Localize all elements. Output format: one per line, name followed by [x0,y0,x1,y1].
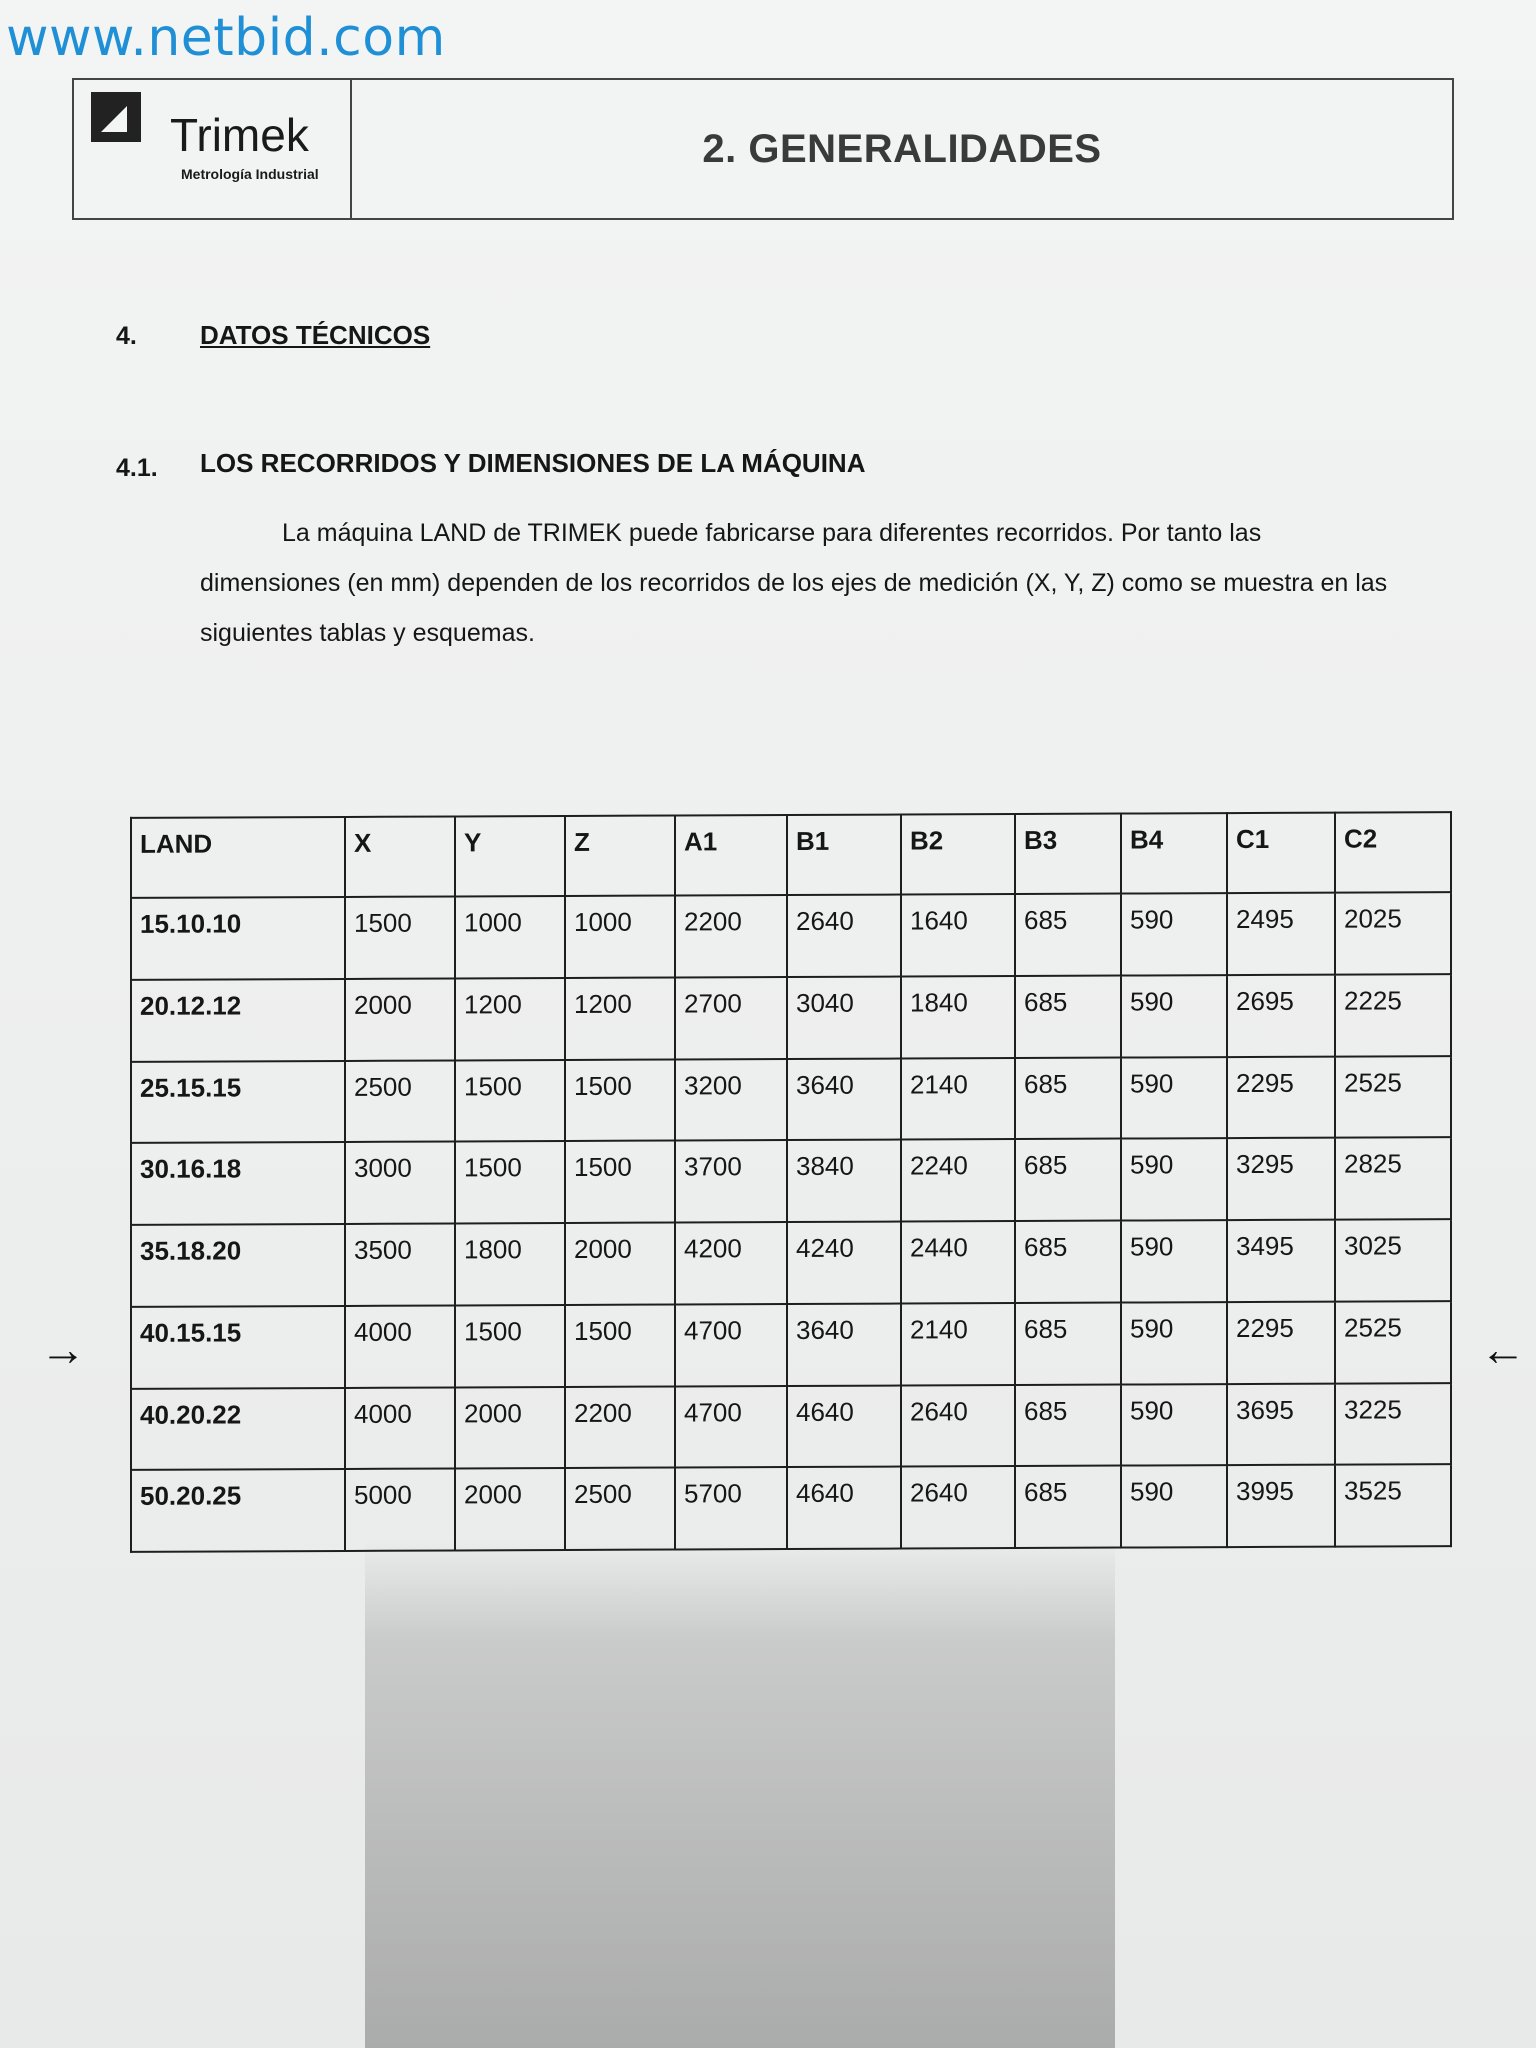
value-cell: 685 [1015,1302,1121,1384]
value-cell: 1500 [455,1059,565,1141]
value-cell: 3000 [345,1142,455,1224]
value-cell: 1000 [455,896,565,978]
value-cell: 1500 [565,1304,675,1386]
model-cell: 30.16.18 [131,1142,345,1225]
dimensions-table [130,811,1452,1553]
value-cell: 2000 [345,978,455,1060]
value-cell: 2295 [1227,1301,1335,1383]
column-header: A1 [675,815,787,895]
value-cell: 590 [1121,893,1227,975]
value-cell: 2640 [901,1466,1015,1548]
left-marker-arrow: → [40,1323,86,1375]
value-cell: 3500 [345,1223,455,1305]
column-header: Z [565,816,675,896]
value-cell: 2640 [901,1385,1015,1467]
value-cell: 2140 [901,1303,1015,1385]
model-cell: 25.15.15 [131,1060,345,1143]
column-header: X [345,816,455,896]
value-cell: 2700 [675,977,787,1059]
column-header: B4 [1121,813,1227,893]
value-cell: 1500 [565,1059,675,1141]
value-cell: 3700 [675,1140,787,1222]
value-cell: 3295 [1227,1138,1335,1220]
value-cell: 4000 [345,1305,455,1387]
value-cell: 2225 [1335,974,1451,1056]
column-header: LAND [131,817,345,898]
value-cell: 3040 [787,976,901,1058]
model-cell: 40.20.22 [131,1387,345,1470]
value-cell: 3695 [1227,1383,1335,1465]
value-cell: 1200 [565,977,675,1059]
value-cell: 4640 [787,1385,901,1467]
value-cell: 1500 [565,1141,675,1223]
table-row [131,1137,1451,1225]
value-cell: 4700 [675,1386,787,1468]
value-cell: 4240 [787,1222,901,1304]
table-row [131,974,1451,1062]
value-cell: 1500 [455,1305,565,1387]
value-cell: 4640 [787,1467,901,1549]
value-cell: 685 [1015,1466,1121,1548]
value-cell: 3640 [787,1058,901,1140]
value-cell: 2240 [901,1139,1015,1221]
table-header-row [131,812,1451,898]
column-header: C1 [1227,813,1335,893]
value-cell: 685 [1015,1384,1121,1466]
value-cell: 2000 [455,1468,565,1550]
value-cell: 1500 [455,1141,565,1223]
model-cell: 40.15.15 [131,1306,345,1389]
value-cell: 3200 [675,1059,787,1141]
watermark-url: www.netbid.com [6,8,446,68]
table-row [131,1301,1451,1389]
value-cell: 2525 [1335,1301,1451,1383]
model-cell: 35.18.20 [131,1224,345,1307]
intro-paragraph: La máquina LAND de TRIMEK puede fabricarse para diferentes recorridos. Por tanto las dimensiones (en mm) dependen de los recorridos de los ejes de medición (X, Y, Z) como se muestra en las siguientes tablas y esquemas. [200,519,1388,647]
value-cell: 2640 [787,895,901,977]
value-cell: 2525 [1335,1056,1451,1138]
trimek-logo-icon [91,92,141,142]
column-header: Y [455,816,565,896]
value-cell: 685 [1015,975,1121,1057]
value-cell: 590 [1121,1057,1227,1139]
value-cell: 2140 [901,1058,1015,1140]
value-cell: 1640 [901,894,1015,976]
value-cell: 3225 [1335,1383,1451,1465]
value-cell: 685 [1015,1221,1121,1303]
value-cell: 2025 [1335,892,1451,974]
value-cell: 4000 [345,1387,455,1469]
model-cell: 20.12.12 [131,979,345,1062]
value-cell: 5700 [675,1467,787,1549]
column-header: B1 [787,815,901,895]
value-cell: 590 [1121,1220,1227,1302]
value-cell: 590 [1121,975,1227,1057]
value-cell: 1200 [455,978,565,1060]
logo-subtitle: Metrología Industrial [181,166,319,182]
value-cell: 4700 [675,1304,787,1386]
value-cell: 2495 [1227,893,1335,975]
value-cell: 3025 [1335,1219,1451,1301]
value-cell: 590 [1121,1302,1227,1384]
column-header: B3 [1015,814,1121,894]
right-marker-arrow: ← [1480,1323,1526,1375]
value-cell: 4200 [675,1222,787,1304]
value-cell: 2500 [565,1468,675,1550]
value-cell: 685 [1015,1057,1121,1139]
value-cell: 2200 [565,1386,675,1468]
value-cell: 3525 [1335,1464,1451,1546]
table-row [131,892,1451,980]
value-cell: 1000 [565,896,675,978]
value-cell: 590 [1121,1384,1227,1466]
table-row [131,1383,1451,1471]
value-cell: 685 [1015,894,1121,976]
photo-shadow [365,1540,1115,2048]
subsection-number: 4.1. [116,454,158,482]
company-logo [74,80,352,218]
value-cell: 3640 [787,1303,901,1385]
subsection-title: LOS RECORRIDOS Y DIMENSIONES DE LA MÁQUINA [200,448,866,478]
table-row [131,1464,1451,1552]
value-cell: 2295 [1227,1056,1335,1138]
table-row [131,1056,1451,1144]
value-cell: 2200 [675,895,787,977]
document-header [72,78,1454,220]
table-row [131,1219,1451,1307]
value-cell: 5000 [345,1469,455,1551]
value-cell: 1500 [345,896,455,978]
value-cell: 685 [1015,1139,1121,1221]
value-cell: 2500 [345,1060,455,1142]
value-cell: 2825 [1335,1137,1451,1219]
value-cell: 590 [1121,1138,1227,1220]
model-cell: 50.20.25 [131,1469,345,1552]
column-header: C2 [1335,812,1451,893]
value-cell: 3495 [1227,1220,1335,1302]
value-cell: 1800 [455,1223,565,1305]
section-number: 4. [116,322,137,350]
section-title: DATOS TÉCNICOS [200,320,431,350]
value-cell: 2695 [1227,974,1335,1056]
value-cell: 2000 [455,1386,565,1468]
value-cell: 3840 [787,1140,901,1222]
value-cell: 2000 [565,1223,675,1305]
column-header: B2 [901,814,1015,894]
model-cell: 15.10.10 [131,897,345,980]
value-cell: 1840 [901,976,1015,1058]
value-cell: 590 [1121,1465,1227,1547]
header-title: 2. GENERALIDADES [702,126,1102,171]
logo-name: Trimek [170,109,309,161]
value-cell: 3995 [1227,1465,1335,1547]
value-cell: 2440 [901,1221,1015,1303]
